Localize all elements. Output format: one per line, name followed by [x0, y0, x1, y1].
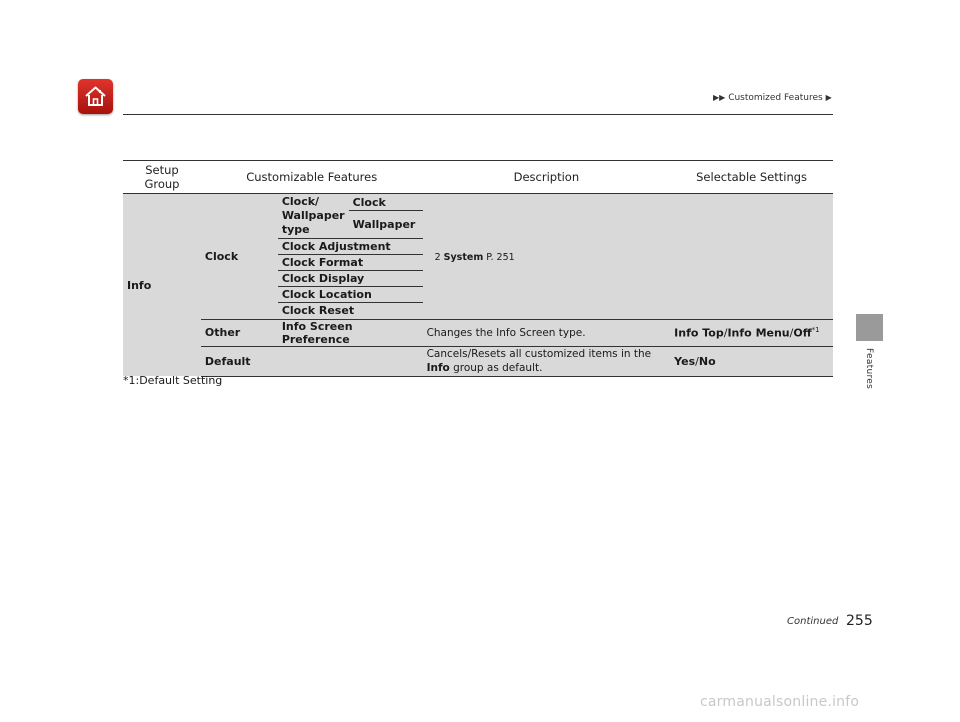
header-description: Description — [423, 161, 671, 194]
table-row — [123, 346, 833, 376]
setup-group-info: Info — [123, 194, 201, 377]
footnote: *1:Default Setting — [123, 374, 223, 387]
settings-info-screen: Info Top/Info Menu/Off$^{*1}$ — [670, 319, 833, 346]
feature-clock-display: Clock Display — [278, 271, 423, 287]
header-setup-group: Setup Group — [123, 161, 201, 194]
continued-label: Continued — [787, 616, 839, 627]
table-row — [123, 319, 833, 346]
header-selectable-settings: Selectable Settings — [670, 161, 833, 194]
feature-group-default: Default — [201, 346, 423, 376]
chevron-right-icon: ▶▶ — [713, 93, 726, 102]
settings-default: Yes/No — [670, 346, 833, 376]
clock-wallpaper-type: Clock/ Wallpaper type — [278, 194, 349, 239]
feature-wallpaper: Wallpaper — [349, 211, 423, 239]
option-no: No — [698, 354, 716, 368]
system-link: System — [443, 251, 484, 263]
feature-clock-location: Clock Location — [278, 287, 423, 303]
feature-clock-adjustment: Clock Adjustment — [278, 239, 423, 255]
feature-group-other: Other — [201, 319, 278, 346]
option-off: Off — [793, 326, 812, 340]
reference-arrow-icon: 2 — [434, 251, 441, 263]
feature-info-screen-preference: Info Screen Preference — [278, 319, 423, 346]
breadcrumb[interactable] — [713, 93, 832, 103]
breadcrumb-label: Customized Features — [728, 93, 823, 103]
description-info-screen: Changes the Info Screen type. — [423, 319, 671, 346]
feature-group-clock: Clock — [201, 194, 278, 320]
option-yes: Yes — [674, 354, 696, 368]
customizable-features-table — [123, 160, 833, 377]
description-default: Cancels/Resets all customized items in the Info group as default. — [423, 346, 671, 376]
header-customizable-features: Customizable Features — [201, 161, 423, 194]
watermark: carmanualsonline.info — [700, 694, 860, 710]
header-divider — [123, 114, 833, 115]
system-page: P. 251 — [486, 251, 515, 263]
home-button[interactable] — [78, 79, 113, 114]
footnote-mark: *1 — [811, 325, 820, 334]
table-header-row — [123, 161, 833, 194]
feature-clock: Clock — [349, 194, 423, 211]
option-info-top: Info Top — [674, 326, 724, 340]
side-tab-label: Features — [864, 348, 874, 390]
option-info-menu: Info Menu — [727, 326, 790, 340]
chevron-right-icon: ▶ — [825, 93, 832, 102]
table-row — [123, 194, 833, 211]
home-icon — [84, 85, 107, 108]
feature-clock-format: Clock Format — [278, 255, 423, 271]
features-side-tab[interactable] — [856, 314, 883, 341]
page-number: 255 — [846, 613, 873, 629]
feature-clock-reset: Clock Reset — [278, 303, 423, 319]
system-reference[interactable] — [423, 194, 833, 320]
